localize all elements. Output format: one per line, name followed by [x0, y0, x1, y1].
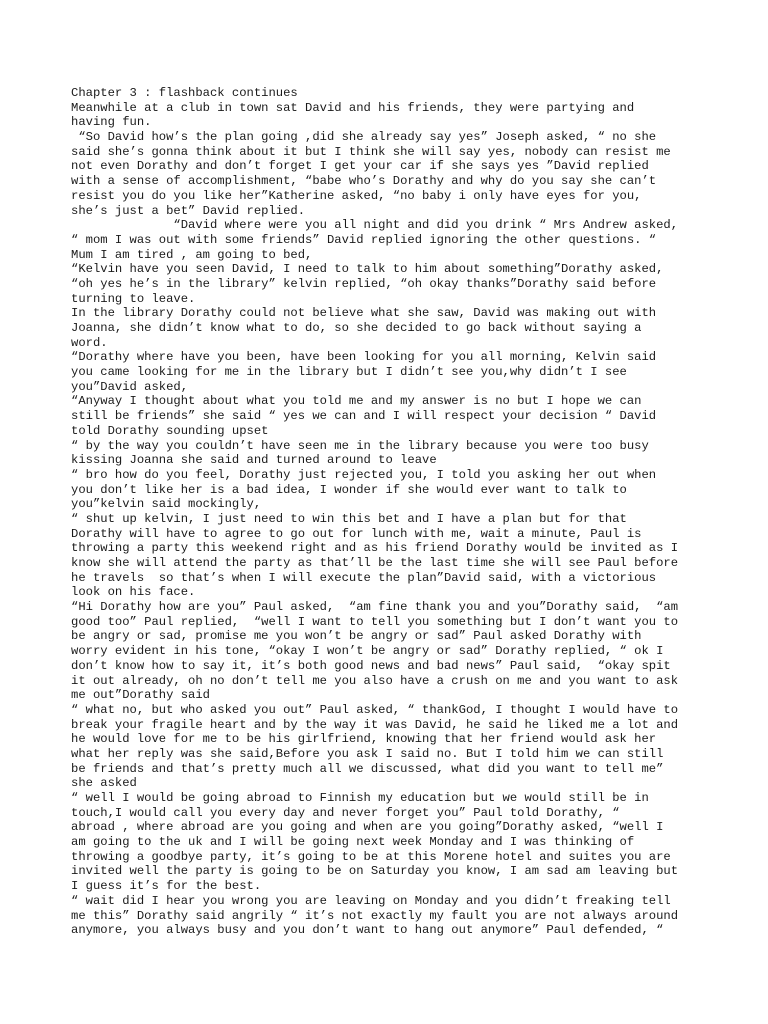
text-line: “oh yes he’s in the library” kelvin replied, “oh okay thanks”Dorathy said before — [71, 276, 657, 291]
text-line: know she will attend the party as that’ll be the last time she will see Paul before — [71, 556, 679, 570]
text-line: “ shut up kelvin, I just need to win this bet and I have a plan but for that — [71, 511, 627, 526]
text-line: “ well I would be going abroad to Finnish my education but we would still be in — [71, 791, 649, 805]
text-line: Joanna, she didn’t know what to do, so she decided to go back without saying a — [71, 321, 642, 335]
text-line: “Hi Dorathy how are you” Paul asked, “am fine thank you and you”Dorathy said, “am — [71, 600, 679, 615]
text-line: she asked — [71, 776, 137, 791]
text-line: be friends and that’s pretty much all we discussed, what did you want to tell me” — [71, 761, 664, 776]
text-line: told Dorathy sounding upset — [71, 423, 269, 438]
text-line: “ by the way you couldn’t have seen me in the library because you were too busy — [71, 438, 649, 453]
text-line: I guess it’s for the best. — [71, 879, 262, 894]
text-line: “ wait did I hear you wrong you are leaving on Monday and you didn’t freaking tell — [71, 893, 671, 908]
text-line: it out already, oh no don’t tell me you also have a crush on me and you want to ask — [71, 673, 679, 688]
text-line: not even Dorathy and don’t forget I get your car if she says yes ”David replied — [71, 159, 649, 174]
text-line: “Anyway I thought about what you told me and my answer is no but I hope we can — [71, 394, 642, 409]
text-line: abroad , where abroad are you going and when are you going”Dorathy asked, “well I — [71, 820, 664, 835]
text-line: touch,I would call you every day and never forget you” Paul told Dorathy, “ — [71, 805, 620, 820]
text-line: you”David asked, — [71, 379, 189, 394]
text-line: “David where were you all night and did you drink “ Mrs Andrew asked, — [71, 218, 679, 233]
text-line: break your fragile heart and by the way it was David, he said he liked me a lot and — [71, 717, 679, 732]
text-line: she’s just a bet” David replied. — [71, 203, 306, 218]
text-line: am going to the uk and I will be going next week Monday and I was thinking of — [71, 835, 635, 850]
text-line: anymore, you always busy and you don’t want to hang out anymore” Paul defended, “ — [71, 923, 664, 938]
text-line: Dorathy will have to agree to go out for lunch with me, wait a minute, Paul is — [71, 526, 642, 541]
story-text — [71, 86, 711, 938]
text-line: be angry or sad, promise me you won’t be angry or sad” Paul asked Dorathy with — [71, 629, 642, 644]
text-line: “So David how’s the plan going ,did she already say yes” Joseph asked, “ no she — [71, 130, 657, 145]
text-line: In the library Dorathy could not believe what she saw, David was making out with — [71, 306, 657, 321]
text-line: “ what no, but who asked you out” Paul asked, “ thankGod, I thought I would have to — [71, 702, 679, 717]
text-line: “Kelvin have you seen David, I need to talk to him about something”Dorathy asked, — [71, 262, 664, 277]
text-line: you”kelvin said mockingly, — [71, 497, 262, 512]
text-line: don’t know how to say it, it’s both good news and bad news” Paul said, “okay spit — [71, 658, 671, 673]
text-line: said she’s gonna think about it but I think she will say yes, nobody can resist me — [71, 144, 671, 159]
text-line: good too” Paul replied, “well I want to tell you something but I don’t want you to — [71, 614, 679, 629]
text-line: invited well the party is going to be on Saturday you know, I am sad am leaving but — [71, 864, 679, 879]
text-line: he travels so that’s when I will execute the plan”David said, with a victorious — [71, 570, 657, 585]
text-line: “ bro how do you feel, Dorathy just rejected you, I told you asking her out when — [71, 467, 657, 482]
text-line: look on his face. — [71, 585, 196, 600]
text-line: Mum I am tired , am going to bed, — [71, 247, 313, 262]
text-line: kissing Joanna she said and turned around to leave — [71, 453, 437, 468]
text-line: what her reply was she said,Before you ask I said no. But I told him we can still — [71, 746, 664, 761]
text-line: throwing a party this weekend right and as his friend Dorathy would be invited as I — [71, 541, 679, 556]
text-line: throwing a goodbye party, it’s going to be at this Morene hotel and suites you are — [71, 849, 671, 864]
text-line: still be friends” she said “ yes we can and I will respect your decision “ David — [71, 409, 657, 424]
text-line: with a sense of accomplishment, “babe who’s Dorathy and why do you say she can’t — [71, 174, 657, 189]
text-line: me this” Dorathy said angrily “ it’s not exactly my fault you are not always around — [71, 908, 679, 923]
text-line: you came looking for me in the library but I didn’t see you,why didn’t I see — [71, 365, 627, 380]
chapter-heading: Chapter 3 : flashback continues — [71, 86, 298, 100]
text-line: you don’t like her is a bad idea, I wonder if she would ever want to talk to — [71, 482, 627, 497]
text-line: having fun. — [71, 115, 152, 130]
text-line: he would love for me to be his girlfriend, knowing that her friend would ask her — [71, 732, 657, 747]
text-line: resist you do you like her”Katherine asked, “no baby i only have eyes for you, — [71, 188, 642, 203]
text-line: “Dorathy where have you been, have been looking for you all morning, Kelvin said — [71, 350, 657, 365]
text-line: worry evident in his tone, “okay I won’t be angry or sad” Dorathy replied, “ ok I — [71, 644, 664, 659]
text-line: word. — [71, 335, 108, 350]
text-line: me out”Dorathy said — [71, 688, 210, 703]
text-line: turning to leave. — [71, 291, 196, 306]
text-line: Meanwhile at a club in town sat David and his friends, they were partying and — [71, 100, 635, 115]
text-line: “ mom I was out with some friends” David replied ignoring the other questions. “ — [71, 232, 657, 247]
